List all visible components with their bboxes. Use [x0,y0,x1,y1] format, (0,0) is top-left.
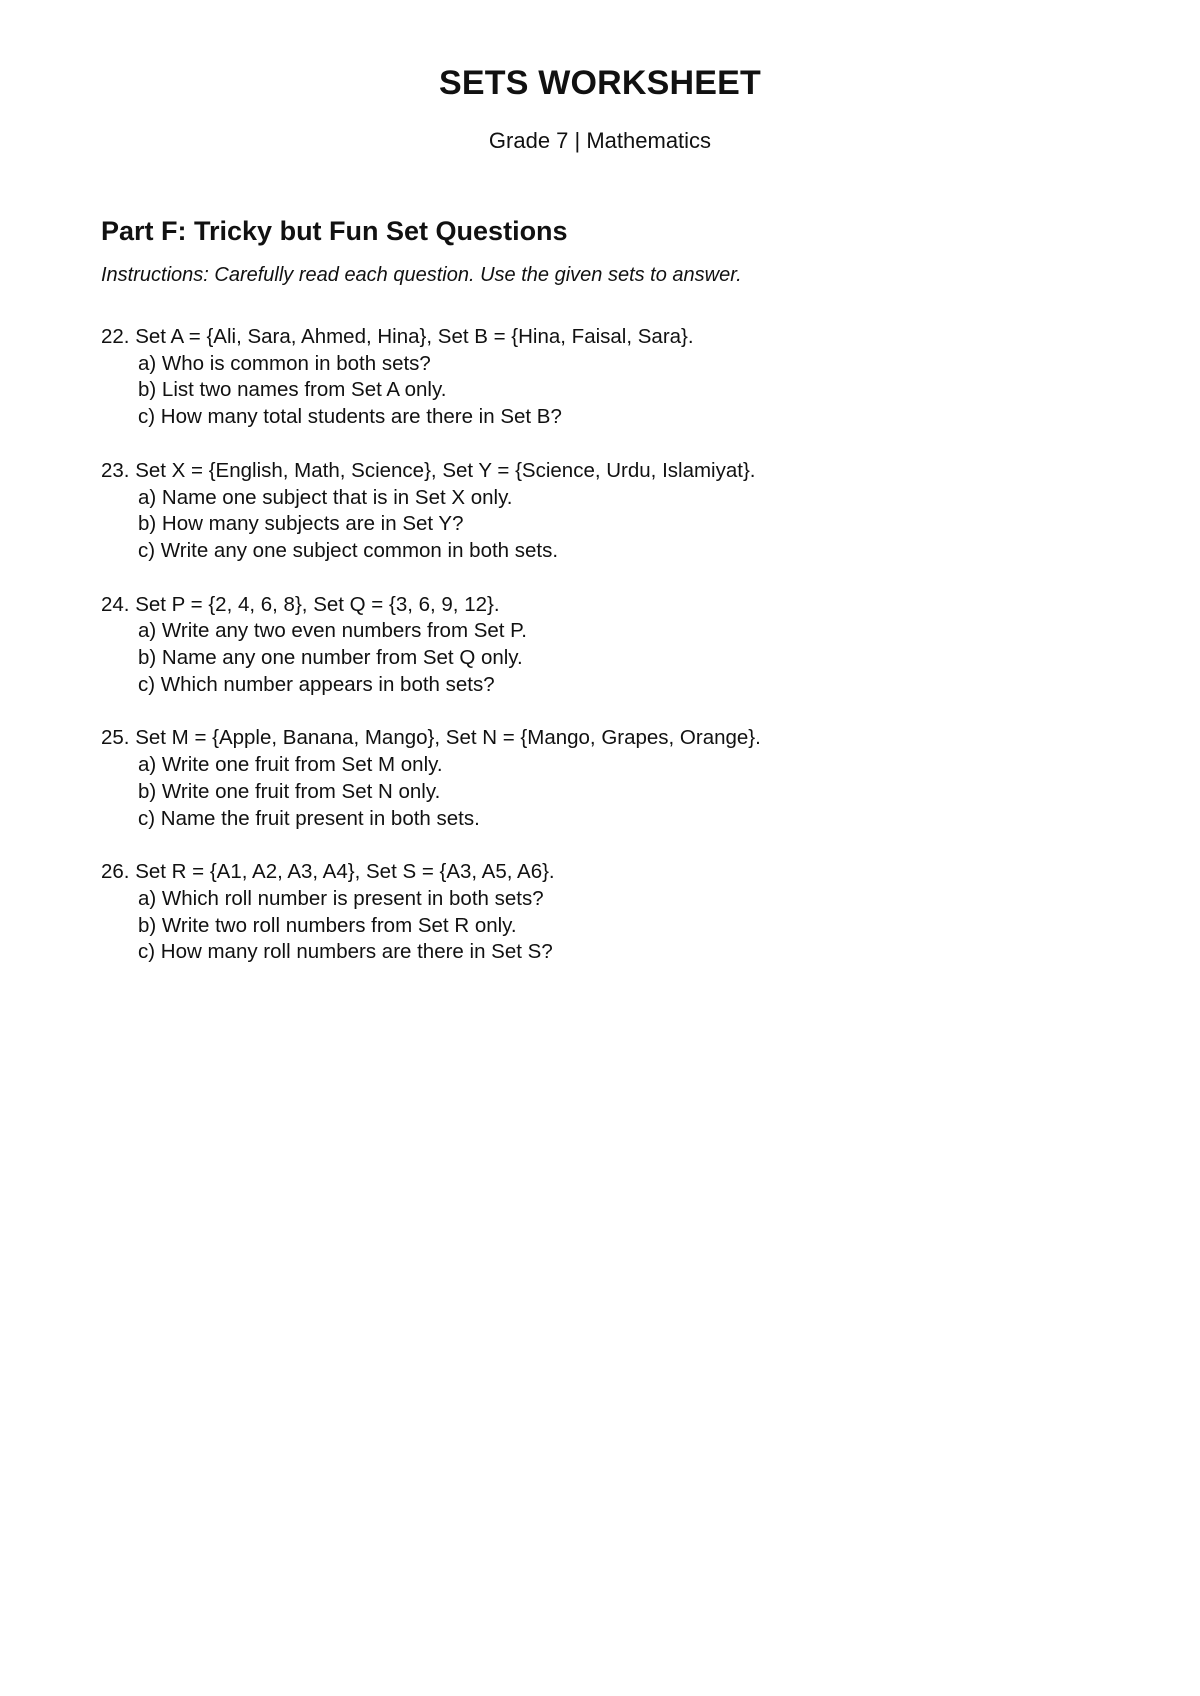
sub-question: a) Write one fruit from Set M only. [138,753,443,777]
sub-question: a) Name one subject that is in Set X only. [138,485,513,509]
sub-question-list [101,886,1101,966]
sub-question: a) Write any two even numbers from Set P. [138,619,527,643]
sub-question: b) Write two roll numbers from Set R only. [138,913,517,937]
sub-question: c) Write any one subject common in both sets. [138,538,559,562]
question-text: Set A = {Ali, Sara, Ahmed, Hina}, Set B = {Hina, Faisal, Sara}. [135,325,694,348]
question-number: 25. [101,726,130,750]
question-text: Set R = {A1, A2, A3, A4}, Set S = {A3, A5, A6}. [135,860,555,884]
question-number: 24. [101,592,130,616]
sub-question: c) Name the fruit present in both sets. [138,806,480,830]
question-item [101,458,1101,565]
question-text: Set X = {English, Math, Science}, Set Y = {Science, Urdu, Islamiyat}. [135,458,756,482]
question-stem [101,859,1101,886]
question-number: 26. [101,860,130,884]
sub-question-list [101,485,1101,565]
question-item [101,324,1101,431]
section-instructions: Instructions: Carefully read each question. Use the given sets to answer. [101,264,742,286]
worksheet-subtitle: Grade 7 | Mathematics [488,128,712,153]
question-text: Set M = {Apple, Banana, Mango}, Set N = {Mango, Grapes, Orange}. [135,726,761,750]
sub-question-list [101,618,1101,698]
sub-question-list [101,351,1101,431]
question-text: Set P = {2, 4, 6, 8}, Set Q = {3, 6, 9, 12}. [135,592,500,616]
worksheet-title: SETS WORKSHEET [438,64,762,102]
sub-question: c) How many roll numbers are there in Set S? [138,940,553,964]
question-item [101,859,1101,966]
section-heading: Part F: Tricky but Fun Set Questions [101,216,568,246]
question-item [101,592,1101,699]
sub-question-list [101,752,1101,832]
question-stem [101,592,1101,619]
question-number: 23. [101,458,130,482]
question-number: 22. [101,325,130,348]
question-list [101,324,1101,993]
question-stem [101,725,1101,752]
sub-question: c) Which number appears in both sets? [138,672,495,696]
sub-question: b) List two names from Set A only. [138,378,447,402]
sub-question: b) How many subjects are in Set Y? [138,512,464,536]
question-stem [101,324,1101,351]
question-item [101,725,1101,832]
sub-question: b) Write one fruit from Set N only. [138,779,441,803]
sub-question: a) Which roll number is present in both sets? [138,886,544,910]
sub-question: c) How many total students are there in Set B? [138,405,562,429]
question-stem [101,458,1101,485]
sub-question: a) Who is common in both sets? [138,351,431,375]
sub-question: b) Name any one number from Set Q only. [138,646,523,670]
